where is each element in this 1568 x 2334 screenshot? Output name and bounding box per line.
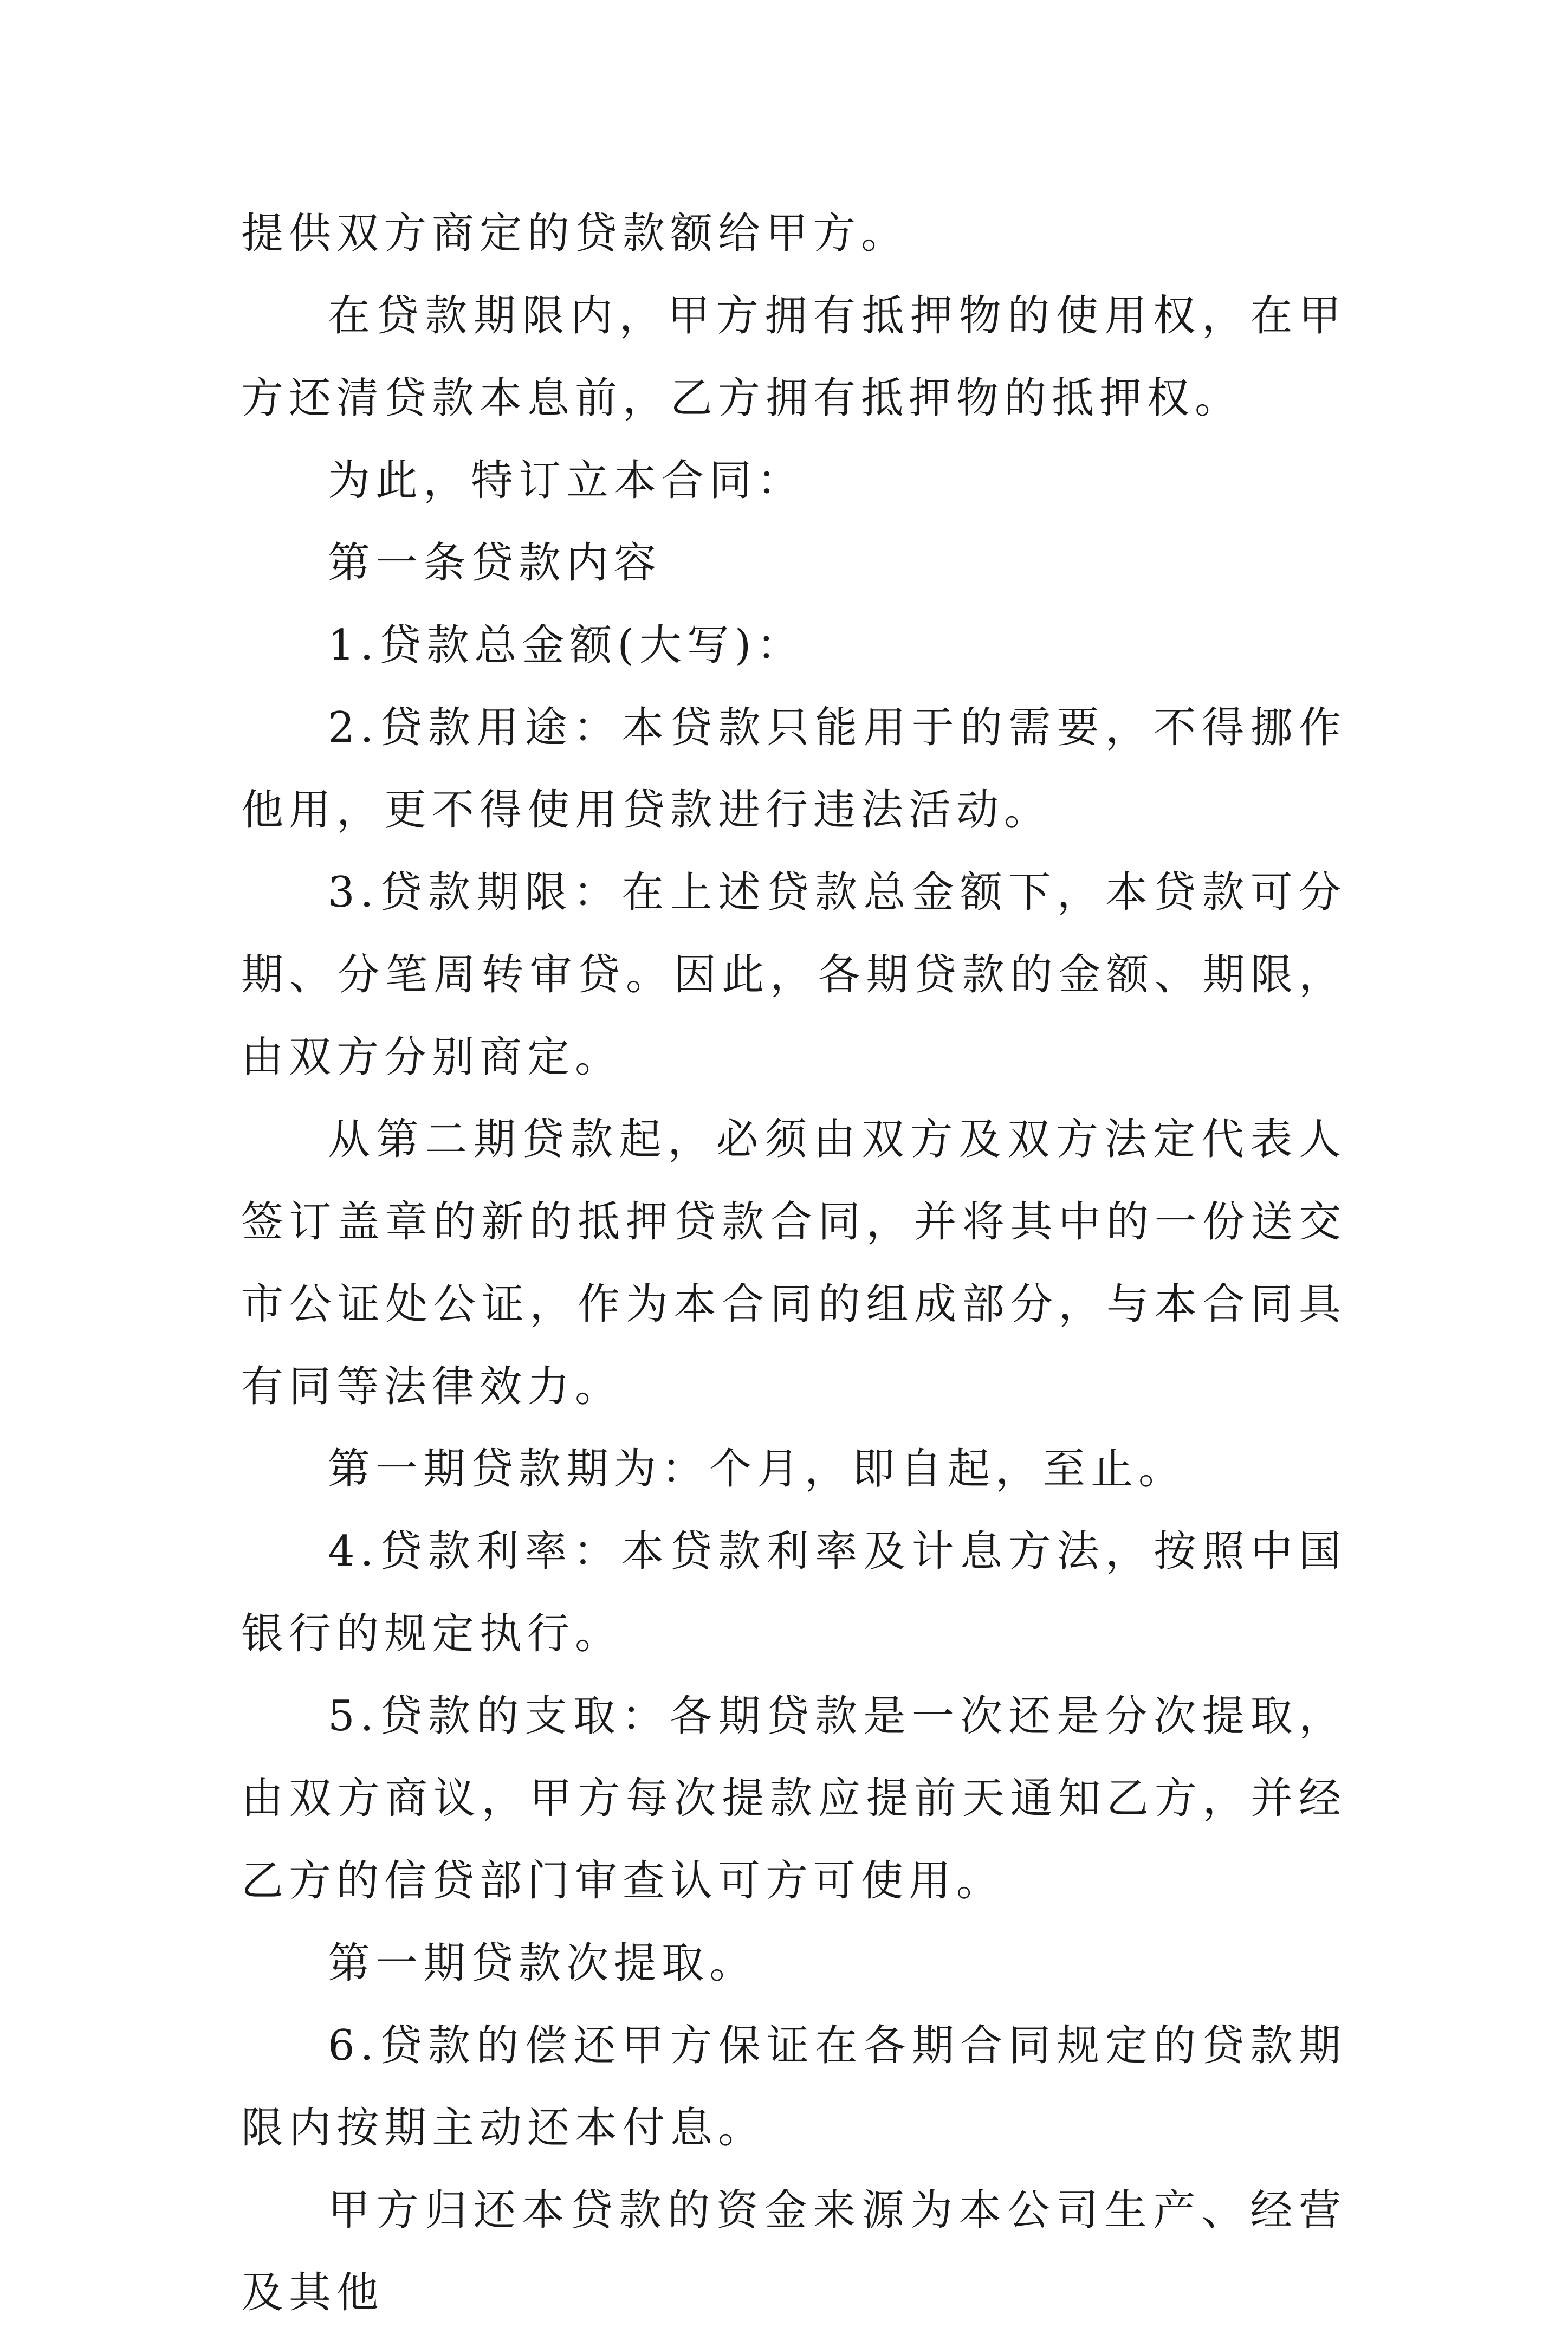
clause-loan-repayment: 6.贷款的偿还甲方保证在各期合同规定的贷款期限内按期主动还本付息。: [241, 2021, 1346, 2152]
paragraph-intro: 提供双方商定的贷款额给甲方。: [241, 209, 909, 258]
paragraph-first-withdrawal: 第一期贷款次提取。: [328, 1939, 757, 1988]
clause-loan-term: 3.贷款期限：在上述贷款总金额下，本贷款可分期、分笔周转审贷。因此，各期贷款的金额、期限，由双方分别商定。: [241, 868, 1346, 1082]
clause-loan-purpose: 2.贷款用途：本贷款只能用于的需要，不得挪作他用，更不得使用贷款进行违法活动。: [241, 703, 1346, 835]
paragraph-first-loan-period: 第一期贷款期为：个月，即自起，至止。: [328, 1445, 1187, 1493]
document-body: [241, 192, 1346, 2334]
paragraph-repayment-source: 甲方归还本贷款的资金来源为本公司生产、经营及其他: [241, 2186, 1346, 2317]
paragraph-contract-preamble: 为此，特订立本合同：: [328, 456, 805, 505]
clause-loan-withdrawal: 5.贷款的支取：各期贷款是一次还是分次提取，由双方商议，甲方每次提款应提前天通知乙方，并经乙方的信贷部门审查认可方可使用。: [241, 1692, 1346, 1905]
clause-interest-rate: 4.贷款利率：本贷款利率及计息方法，按照中国银行的规定执行。: [241, 1527, 1346, 1658]
article-heading-loan-content: 第一条贷款内容: [328, 539, 662, 587]
paragraph-mortgage-rights: 在贷款期限内，甲方拥有抵押物的使用权，在甲方还清贷款本息前，乙方拥有抵押物的抵押权。: [241, 292, 1346, 423]
paragraph-subsequent-loans: 从第二期贷款起，必须由双方及双方法定代表人签订盖章的新的抵押贷款合同，并将其中的一份送交 市公证处公证，作为本合同的组成部分，与本合同具有同等法律效力。: [241, 1115, 1346, 1411]
clause-loan-amount: 1.贷款总金额(大写)：: [328, 621, 805, 670]
